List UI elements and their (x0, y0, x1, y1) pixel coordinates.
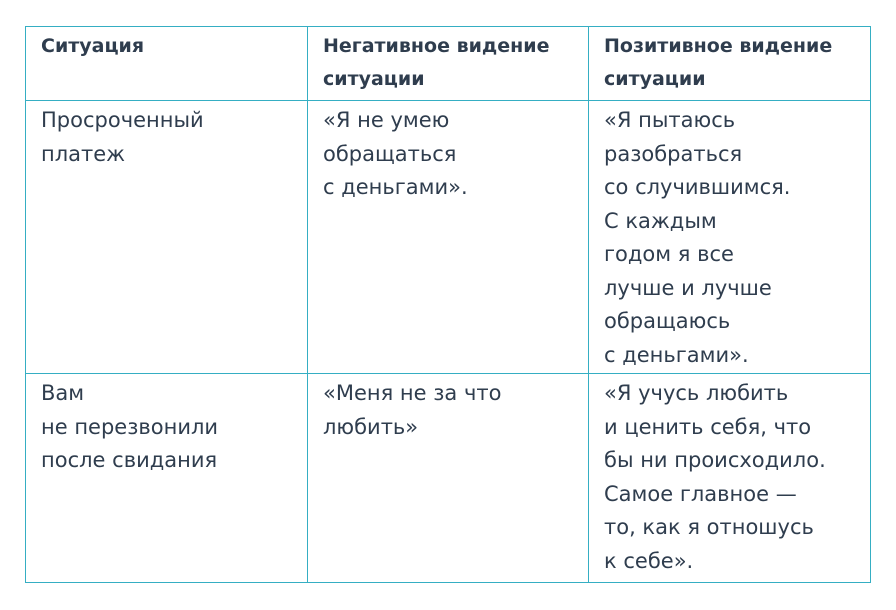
table-row (26, 101, 871, 374)
situation-table (25, 26, 871, 583)
cell-positive-view (589, 101, 871, 374)
cell-situation-text: Вам не перезвонили после свидания (41, 381, 219, 472)
cell-positive-view-text: «Я пытаюсь разобраться со случившимся. С каждым годом я все лучше и лучше обращаюсь с деньгами». (604, 108, 791, 367)
cell-negative-view (308, 101, 589, 374)
header-positive-view-label: Позитивное видение ситуации (604, 35, 833, 90)
cell-positive-view-text: «Я учусь любить и ценить себя, что бы ни происходило. Самое главное — то, как я отношусь к себе». (604, 381, 826, 573)
header-negative-view (308, 27, 589, 101)
table-row (26, 374, 871, 583)
cell-situation (26, 374, 308, 583)
cell-negative-view (308, 374, 589, 583)
header-situation (26, 27, 308, 101)
cell-situation-text: Просроченный платеж (41, 108, 204, 166)
header-negative-view-label: Негативное видение ситуации (323, 35, 550, 90)
cell-situation (26, 101, 308, 374)
cell-negative-view-text: «Я не умею обращаться с деньгами». (323, 108, 468, 199)
header-positive-view (589, 27, 871, 101)
header-situation-label: Ситуация (41, 35, 145, 57)
table-header-row (26, 27, 871, 101)
cell-positive-view (589, 374, 871, 583)
cell-negative-view-text: «Меня не за что любить» (323, 381, 502, 439)
